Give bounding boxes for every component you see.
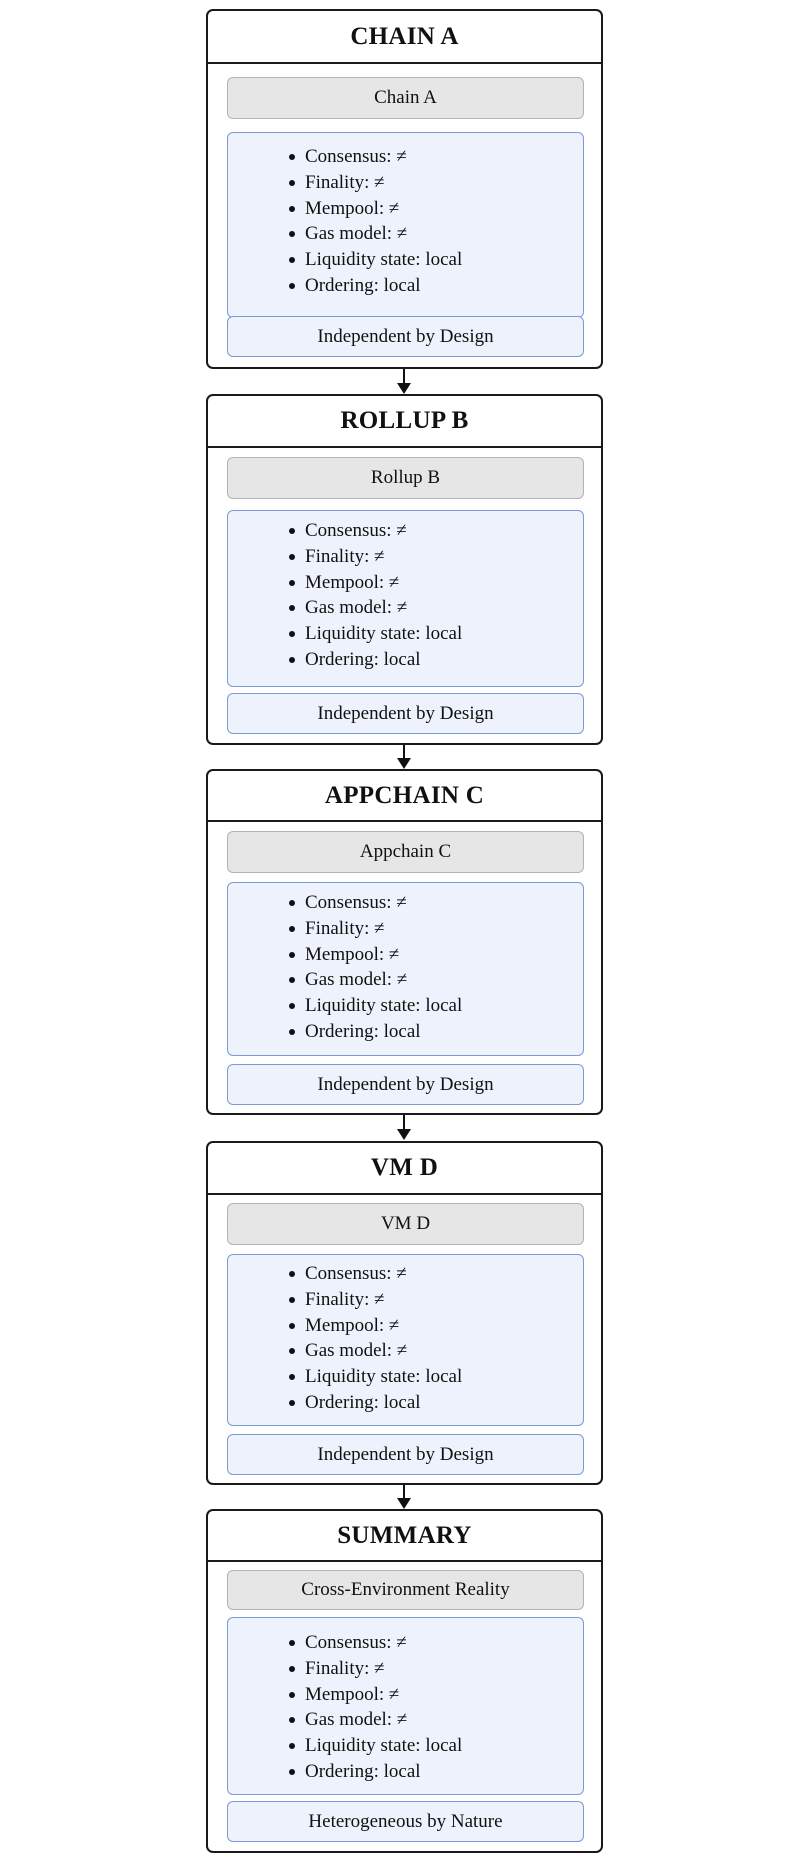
card-title: ROLLUP B	[208, 396, 601, 448]
property-list	[227, 132, 584, 318]
property-list	[227, 882, 584, 1056]
property-item: Ordering: local	[305, 1019, 583, 1045]
property-item: Liquidity state: local	[305, 1733, 583, 1759]
property-item: Finality: ≠	[305, 1656, 583, 1682]
card-title: VM D	[208, 1143, 601, 1195]
arrow-down-icon	[397, 383, 411, 394]
property-item: Ordering: local	[305, 273, 583, 299]
property-item: Ordering: local	[305, 647, 583, 673]
property-item: Mempool: ≠	[305, 570, 583, 596]
property-item: Liquidity state: local	[305, 247, 583, 273]
property-item: Liquidity state: local	[305, 993, 583, 1019]
property-item: Gas model: ≠	[305, 221, 583, 247]
card-title: SUMMARY	[208, 1511, 601, 1562]
card-title: CHAIN A	[208, 11, 601, 64]
card-subtitle: Cross-Environment Reality	[227, 1570, 584, 1610]
card-footer: Independent by Design	[227, 316, 584, 357]
property-item: Mempool: ≠	[305, 1682, 583, 1708]
property-item: Consensus: ≠	[305, 1630, 583, 1656]
arrow-down-icon	[397, 1129, 411, 1140]
property-list	[227, 1617, 584, 1795]
card-appchain-c	[206, 769, 603, 1115]
property-item: Finality: ≠	[305, 170, 583, 196]
property-item: Mempool: ≠	[305, 942, 583, 968]
card-subtitle: Rollup B	[227, 457, 584, 499]
property-item: Finality: ≠	[305, 916, 583, 942]
property-item: Gas model: ≠	[305, 595, 583, 621]
property-item: Consensus: ≠	[305, 890, 583, 916]
card-title: APPCHAIN C	[208, 771, 601, 822]
card-subtitle: Chain A	[227, 77, 584, 119]
property-item: Gas model: ≠	[305, 967, 583, 993]
arrow-shaft	[403, 1485, 405, 1499]
card-footer: Heterogeneous by Nature	[227, 1801, 584, 1842]
property-item: Mempool: ≠	[305, 1313, 583, 1339]
arrow-down-icon	[397, 758, 411, 769]
property-list	[227, 1254, 584, 1426]
card-footer: Independent by Design	[227, 693, 584, 734]
property-item: Consensus: ≠	[305, 518, 583, 544]
property-item: Finality: ≠	[305, 544, 583, 570]
property-item: Liquidity state: local	[305, 1364, 583, 1390]
property-item: Liquidity state: local	[305, 621, 583, 647]
property-item: Consensus: ≠	[305, 144, 583, 170]
card-footer: Independent by Design	[227, 1064, 584, 1105]
arrow-shaft	[403, 1115, 405, 1130]
card-summary	[206, 1509, 603, 1853]
property-list	[227, 510, 584, 687]
property-item: Mempool: ≠	[305, 196, 583, 222]
property-item: Ordering: local	[305, 1390, 583, 1416]
property-item: Gas model: ≠	[305, 1707, 583, 1733]
property-item: Ordering: local	[305, 1759, 583, 1785]
arrow-down-icon	[397, 1498, 411, 1509]
card-chain-a	[206, 9, 603, 369]
property-item: Consensus: ≠	[305, 1261, 583, 1287]
card-subtitle: Appchain C	[227, 831, 584, 873]
card-vm-d	[206, 1141, 603, 1485]
card-rollup-b	[206, 394, 603, 745]
property-item: Finality: ≠	[305, 1287, 583, 1313]
property-item: Gas model: ≠	[305, 1338, 583, 1364]
card-footer: Independent by Design	[227, 1434, 584, 1475]
arrow-shaft	[403, 745, 405, 759]
arrow-shaft	[403, 369, 405, 384]
card-subtitle: VM D	[227, 1203, 584, 1245]
